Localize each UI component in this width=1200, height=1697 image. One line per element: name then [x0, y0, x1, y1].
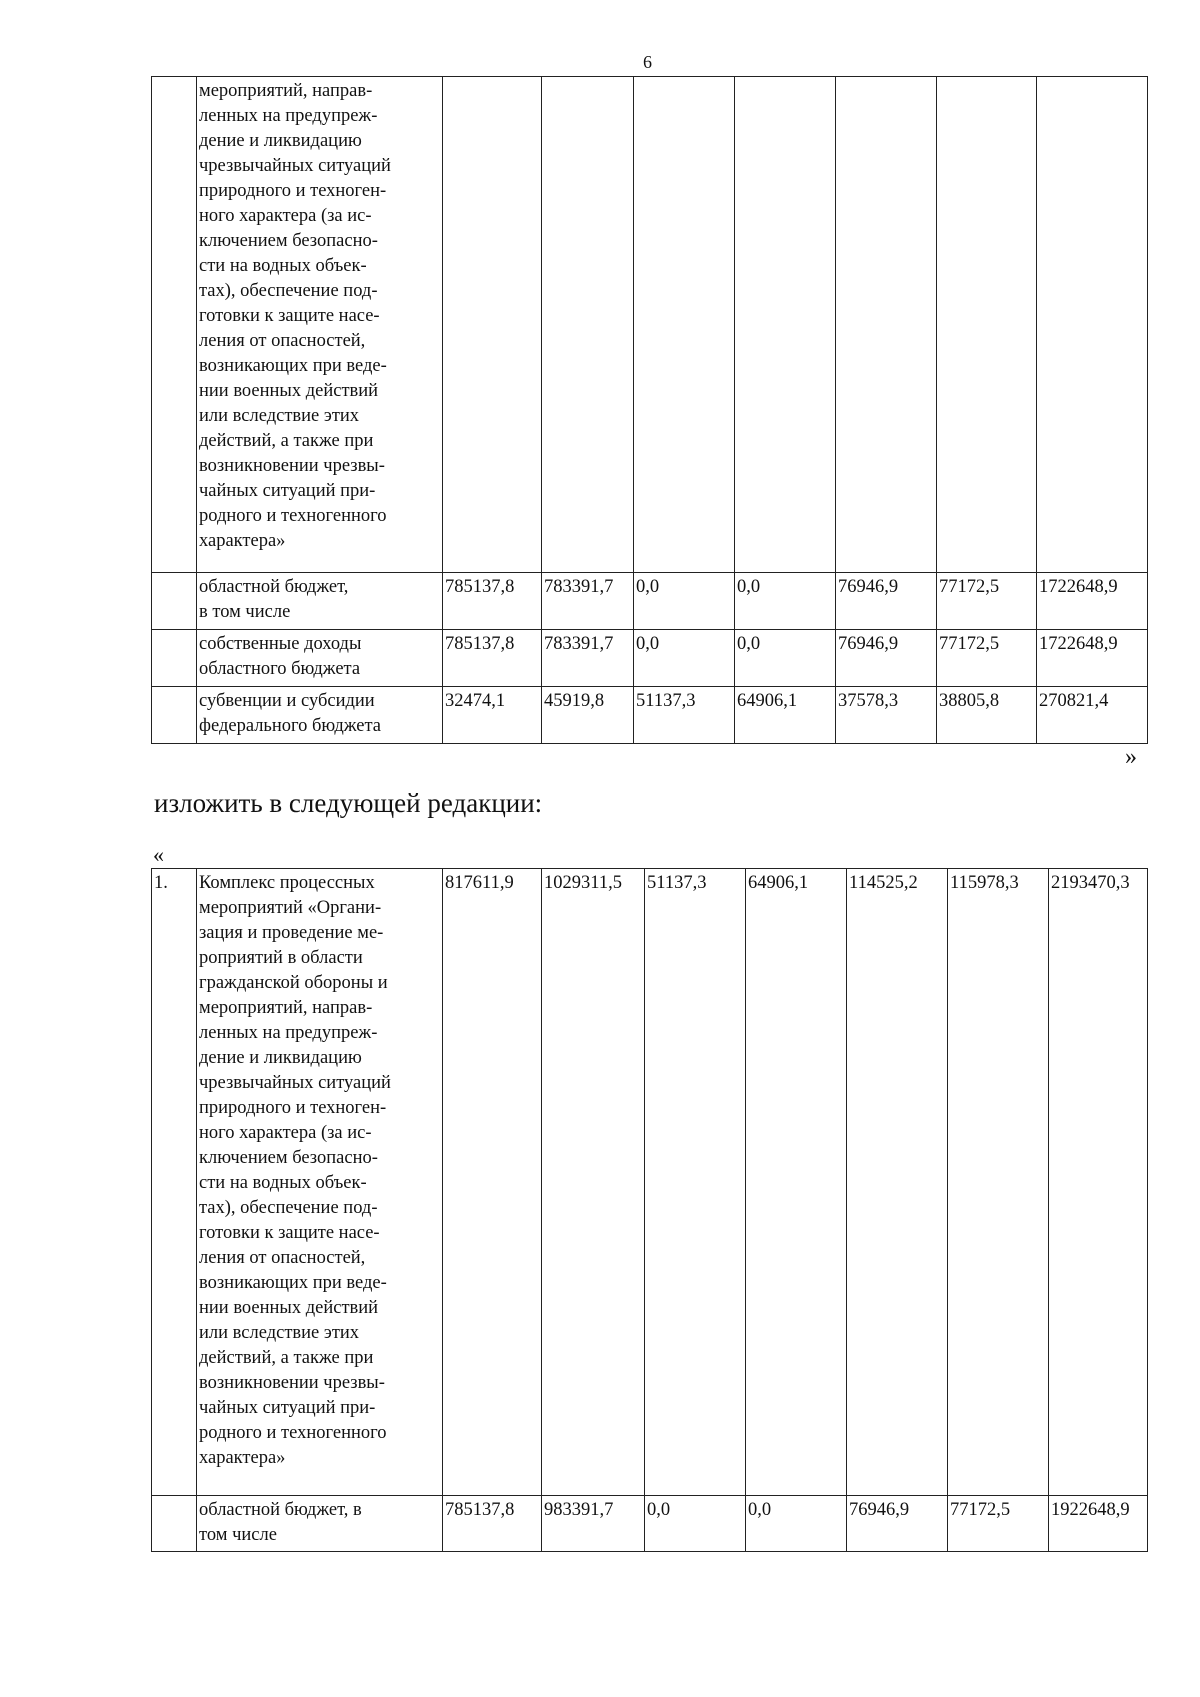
value-cell [443, 77, 542, 573]
value-cell [634, 77, 735, 573]
description-cell: Комплекс процессных мероприятий «Органи- зация и проведение ме- роприятий в области гражданской обороны и мероприятий, направ- ленных на предупреж- дение и ликвидацию чрезвычайных ситуаций природного и техноген- ного характера (за ис- ключением безопасно- сти на водных объек- тах), обеспечение под- готовки к защите насе- ления от опасностей, возникающих при веде- нии военных действий или вследствие этих действий, а также при возникновении чрезвы- чайных ситуаций при- родного и техногенного характера» [197, 869, 443, 1496]
row-number-cell [152, 77, 197, 573]
value-cell: 51137,3 [634, 687, 735, 744]
table-row [152, 573, 1148, 630]
value-cell: 783391,7 [542, 630, 634, 687]
value-cell: 0,0 [735, 630, 836, 687]
value-cell: 785137,8 [443, 1496, 542, 1552]
value-cell: 76946,9 [847, 1496, 948, 1552]
value-cell: 38805,8 [937, 687, 1037, 744]
value-cell: 817611,9 [443, 869, 542, 1496]
budget-table-top [151, 76, 1148, 744]
value-cell: 2193470,3 [1049, 869, 1148, 1496]
value-cell: 785137,8 [443, 630, 542, 687]
value-cell: 76946,9 [836, 630, 937, 687]
table-row [152, 1496, 1148, 1552]
value-cell: 64906,1 [735, 687, 836, 744]
description-cell: собственные доходы областного бюджета [197, 630, 443, 687]
table-row [152, 77, 1148, 573]
table-row [152, 869, 1148, 1496]
value-cell: 0,0 [645, 1496, 746, 1552]
value-cell: 0,0 [746, 1496, 847, 1552]
closing-quote: » [1125, 744, 1137, 770]
value-cell: 77172,5 [937, 630, 1037, 687]
value-cell: 1029311,5 [542, 869, 645, 1496]
value-cell [836, 77, 937, 573]
value-cell: 51137,3 [645, 869, 746, 1496]
page-number: 6 [643, 52, 652, 72]
value-cell: 37578,3 [836, 687, 937, 744]
value-cell: 1722648,9 [1037, 630, 1148, 687]
value-cell: 785137,8 [443, 573, 542, 630]
value-cell: 64906,1 [746, 869, 847, 1496]
value-cell: 270821,4 [1037, 687, 1148, 744]
opening-quote: « [153, 842, 164, 867]
value-cell [735, 77, 836, 573]
row-number-cell [152, 687, 197, 744]
description-cell: областной бюджет, в том числе [197, 573, 443, 630]
description-cell: мероприятий, направ- ленных на предупреж- дение и ликвидацию чрезвычайных ситуаций природного и техноген- ного характера (за ис- ключением безопасно- сти на водных объек- тах), обеспечение под- готовки к защите насе- ления от опасностей, возникающих при веде- нии военных действий или вследствие этих действий, а также при возникновении чрезвы- чайных ситуаций при- родного и техногенного характера» [197, 77, 443, 573]
value-cell: 77172,5 [937, 573, 1037, 630]
table-row [152, 630, 1148, 687]
value-cell: 783391,7 [542, 573, 634, 630]
value-cell: 76946,9 [836, 573, 937, 630]
table-row [152, 687, 1148, 744]
value-cell [542, 77, 634, 573]
value-cell: 115978,3 [948, 869, 1049, 1496]
value-cell: 45919,8 [542, 687, 634, 744]
value-cell: 0,0 [634, 630, 735, 687]
value-cell: 77172,5 [948, 1496, 1049, 1552]
value-cell: 983391,7 [542, 1496, 645, 1552]
value-cell: 0,0 [634, 573, 735, 630]
value-cell: 1722648,9 [1037, 573, 1148, 630]
amendment-instruction: изложить в следующей редакции: [154, 788, 543, 818]
value-cell [937, 77, 1037, 573]
description-cell: субвенции и субсидии федерального бюджета [197, 687, 443, 744]
row-number-cell [152, 573, 197, 630]
row-number-cell [152, 1496, 197, 1552]
value-cell [1037, 77, 1148, 573]
row-number-cell: 1. [152, 869, 197, 1496]
value-cell: 0,0 [735, 573, 836, 630]
budget-table-bottom [151, 868, 1148, 1552]
row-number-cell [152, 630, 197, 687]
value-cell: 114525,2 [847, 869, 948, 1496]
description-cell: областной бюджет, в том числе [197, 1496, 443, 1552]
value-cell: 1922648,9 [1049, 1496, 1148, 1552]
value-cell: 32474,1 [443, 687, 542, 744]
